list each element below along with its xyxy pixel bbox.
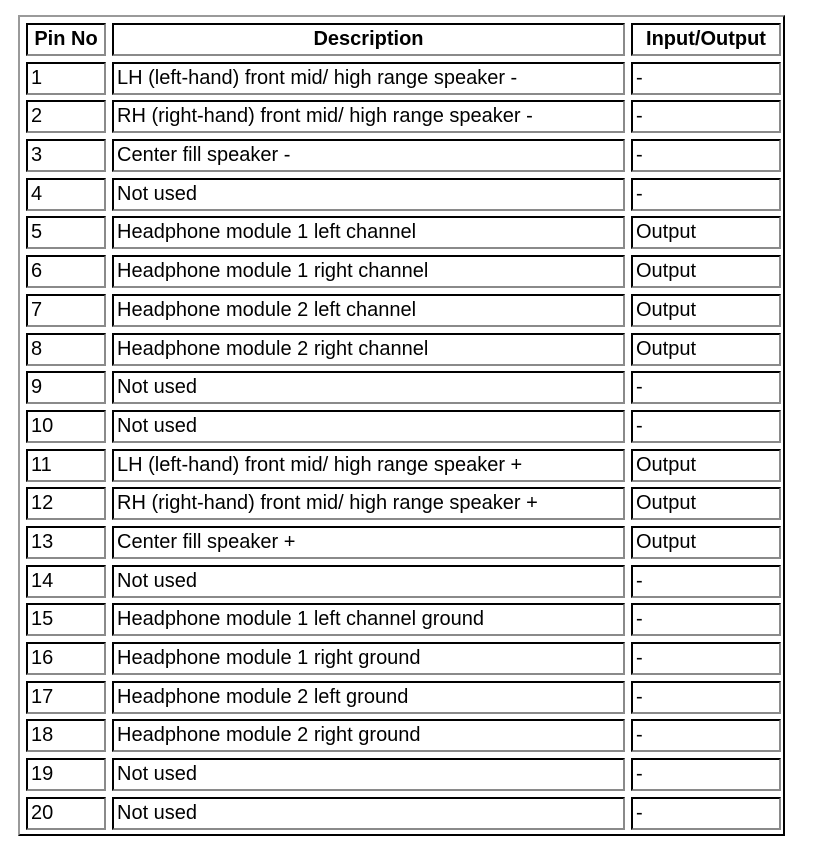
table-header-row <box>23 20 783 59</box>
pin-number-cell: 15 <box>26 603 106 636</box>
input-output-cell: - <box>631 681 781 714</box>
description-cell: Not used <box>112 797 625 830</box>
table-row <box>23 407 783 446</box>
pin-number-cell: 6 <box>26 255 106 288</box>
description-cell: Headphone module 2 right channel <box>112 333 625 366</box>
table-row <box>23 678 783 716</box>
pin-number-cell: 9 <box>26 371 106 404</box>
table-row <box>23 562 783 600</box>
pin-number-cell: 1 <box>26 62 106 95</box>
pin-number-cell: 3 <box>26 139 106 172</box>
table-row <box>23 97 783 136</box>
table-row <box>23 368 783 407</box>
table-row <box>23 716 783 755</box>
table-row <box>23 252 783 291</box>
table-row <box>23 639 783 678</box>
description-cell: Headphone module 2 right ground <box>112 719 625 752</box>
description-cell: Center fill speaker - <box>112 139 625 172</box>
input-output-cell: - <box>631 139 781 172</box>
table-row <box>23 330 783 368</box>
description-cell: Not used <box>112 178 625 211</box>
input-output-cell: - <box>631 642 781 675</box>
pin-number-cell: 2 <box>26 100 106 133</box>
input-output-cell: - <box>631 62 781 95</box>
pin-number-cell: 7 <box>26 294 106 327</box>
input-output-cell: - <box>631 797 781 830</box>
table-row <box>23 446 783 484</box>
input-output-cell: Output <box>631 216 781 249</box>
description-cell: Not used <box>112 410 625 443</box>
pin-number-cell: 19 <box>26 758 106 791</box>
input-output-cell: - <box>631 178 781 211</box>
description-cell: Center fill speaker + <box>112 526 625 559</box>
description-cell: Headphone module 1 left channel ground <box>112 603 625 636</box>
pin-number-cell: 8 <box>26 333 106 366</box>
pin-number-cell: 20 <box>26 797 106 830</box>
table-row <box>23 523 783 562</box>
header-description: Description <box>112 23 625 56</box>
description-cell: RH (right-hand) front mid/ high range speaker - <box>112 100 625 133</box>
table-row <box>23 484 783 523</box>
header-input-output: Input/Output <box>631 23 781 56</box>
description-cell: RH (right-hand) front mid/ high range speaker + <box>112 487 625 520</box>
input-output-cell: Output <box>631 526 781 559</box>
pin-number-cell: 10 <box>26 410 106 443</box>
input-output-cell: - <box>631 565 781 598</box>
description-cell: Headphone module 2 left channel <box>112 294 625 327</box>
table-body <box>23 59 783 833</box>
description-cell: Headphone module 1 right ground <box>112 642 625 675</box>
input-output-cell: - <box>631 603 781 636</box>
input-output-cell: Output <box>631 255 781 288</box>
table-row <box>23 600 783 639</box>
input-output-cell: Output <box>631 294 781 327</box>
table-row <box>23 59 783 97</box>
input-output-cell: Output <box>631 333 781 366</box>
description-cell: Not used <box>112 758 625 791</box>
header-pin-no: Pin No <box>26 23 106 56</box>
input-output-cell: - <box>631 410 781 443</box>
pin-number-cell: 11 <box>26 449 106 482</box>
table-row <box>23 755 783 794</box>
pin-number-cell: 16 <box>26 642 106 675</box>
pin-number-cell: 17 <box>26 681 106 714</box>
pin-number-cell: 4 <box>26 178 106 211</box>
input-output-cell: - <box>631 719 781 752</box>
description-cell: Not used <box>112 371 625 404</box>
description-cell: LH (left-hand) front mid/ high range speaker - <box>112 62 625 95</box>
description-cell: Headphone module 1 right channel <box>112 255 625 288</box>
description-cell: Headphone module 2 left ground <box>112 681 625 714</box>
pin-number-cell: 5 <box>26 216 106 249</box>
pin-assignment-table <box>23 20 783 833</box>
table-row <box>23 175 783 213</box>
table-row <box>23 136 783 175</box>
pin-assignment-table-frame <box>18 15 785 836</box>
input-output-cell: - <box>631 100 781 133</box>
table-row <box>23 794 783 833</box>
pin-number-cell: 14 <box>26 565 106 598</box>
input-output-cell: - <box>631 758 781 791</box>
input-output-cell: Output <box>631 487 781 520</box>
table-row <box>23 213 783 252</box>
pin-number-cell: 13 <box>26 526 106 559</box>
pin-number-cell: 12 <box>26 487 106 520</box>
table-row <box>23 291 783 330</box>
input-output-cell: - <box>631 371 781 404</box>
input-output-cell: Output <box>631 449 781 482</box>
description-cell: Not used <box>112 565 625 598</box>
pin-number-cell: 18 <box>26 719 106 752</box>
description-cell: LH (left-hand) front mid/ high range speaker + <box>112 449 625 482</box>
description-cell: Headphone module 1 left channel <box>112 216 625 249</box>
